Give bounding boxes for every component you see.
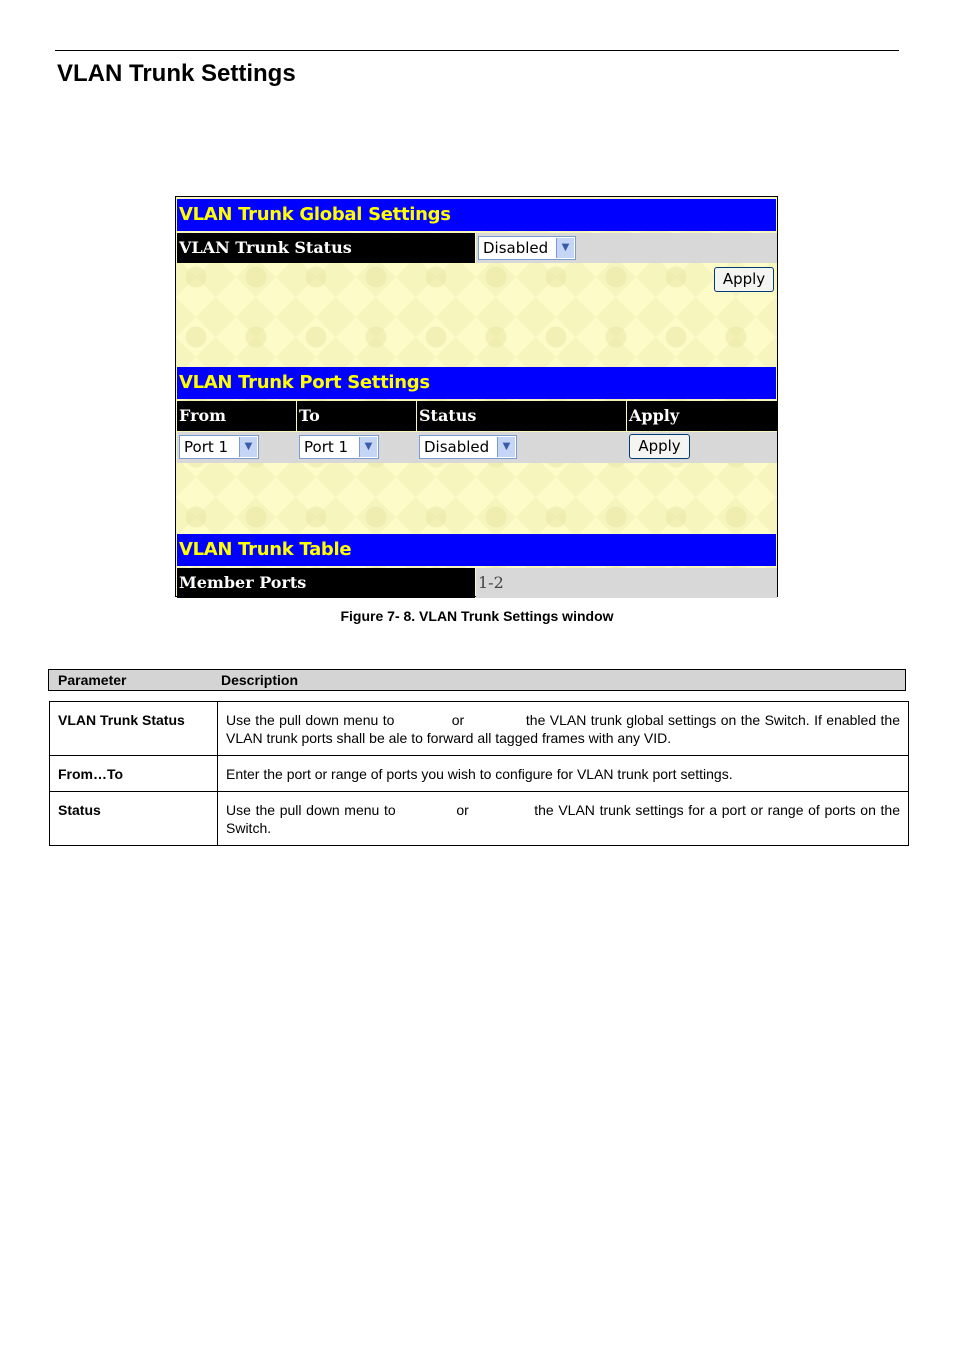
param-desc: Enter the port or range of ports you wish to configure for VLAN trunk port settings. <box>218 756 909 792</box>
top-rule <box>55 50 899 51</box>
chevron-down-icon[interactable]: ▼ <box>556 238 574 258</box>
to-port-select[interactable] <box>299 435 379 459</box>
param-name: From…To <box>50 756 218 792</box>
page-title: VLAN Trunk Settings <box>57 60 296 87</box>
chevron-down-icon[interactable]: ▼ <box>497 437 515 457</box>
col-to-header: To <box>297 401 416 431</box>
param-table-header <box>48 669 906 691</box>
trunk-status-label: VLAN Trunk Status <box>177 233 475 263</box>
param-desc: Use the pull down menu to or the VLAN trunk global settings on the Switch. If enabled the VLAN trunk ports shall be ale to forward all tagged frames with any VID. <box>218 702 909 756</box>
param-header: Parameter <box>58 672 127 688</box>
param-table <box>49 701 909 846</box>
col-apply-header: Apply <box>627 401 777 431</box>
port-apply-button[interactable]: Apply <box>629 434 690 459</box>
table-row <box>50 792 909 846</box>
from-port-select[interactable] <box>179 435 259 459</box>
figure-caption: Figure 7- 8. VLAN Trunk Settings window <box>340 608 614 624</box>
table-row <box>50 756 909 792</box>
trunk-status-select-value: Disabled <box>483 239 549 257</box>
chevron-down-icon[interactable]: ▼ <box>359 437 377 457</box>
chevron-down-icon[interactable]: ▼ <box>239 437 257 457</box>
desc-header: Description <box>221 672 299 688</box>
global-settings-header: VLAN Trunk Global Settings <box>177 199 776 231</box>
port-status-select[interactable] <box>419 435 517 459</box>
param-name: VLAN Trunk Status <box>50 702 218 756</box>
col-from-header: From <box>177 401 296 431</box>
vlan-trunk-window <box>175 196 778 597</box>
trunk-table-header: VLAN Trunk Table <box>177 534 776 566</box>
port-status-value: Disabled <box>424 438 490 456</box>
to-port-value: Port 1 <box>304 438 349 456</box>
member-ports-label: Member Ports <box>177 568 475 598</box>
global-apply-button[interactable]: Apply <box>714 267 774 292</box>
table-row <box>50 702 909 756</box>
from-port-value: Port 1 <box>184 438 229 456</box>
member-ports-value: 1-2 <box>478 573 504 592</box>
col-status-header: Status <box>417 401 626 431</box>
param-name: Status <box>50 792 218 846</box>
param-desc: Use the pull down menu to or the VLAN trunk settings for a port or range of ports on the Switch. <box>218 792 909 846</box>
port-settings-header: VLAN Trunk Port Settings <box>177 367 776 399</box>
member-ports-cell <box>476 568 777 598</box>
trunk-status-select[interactable] <box>478 236 576 260</box>
